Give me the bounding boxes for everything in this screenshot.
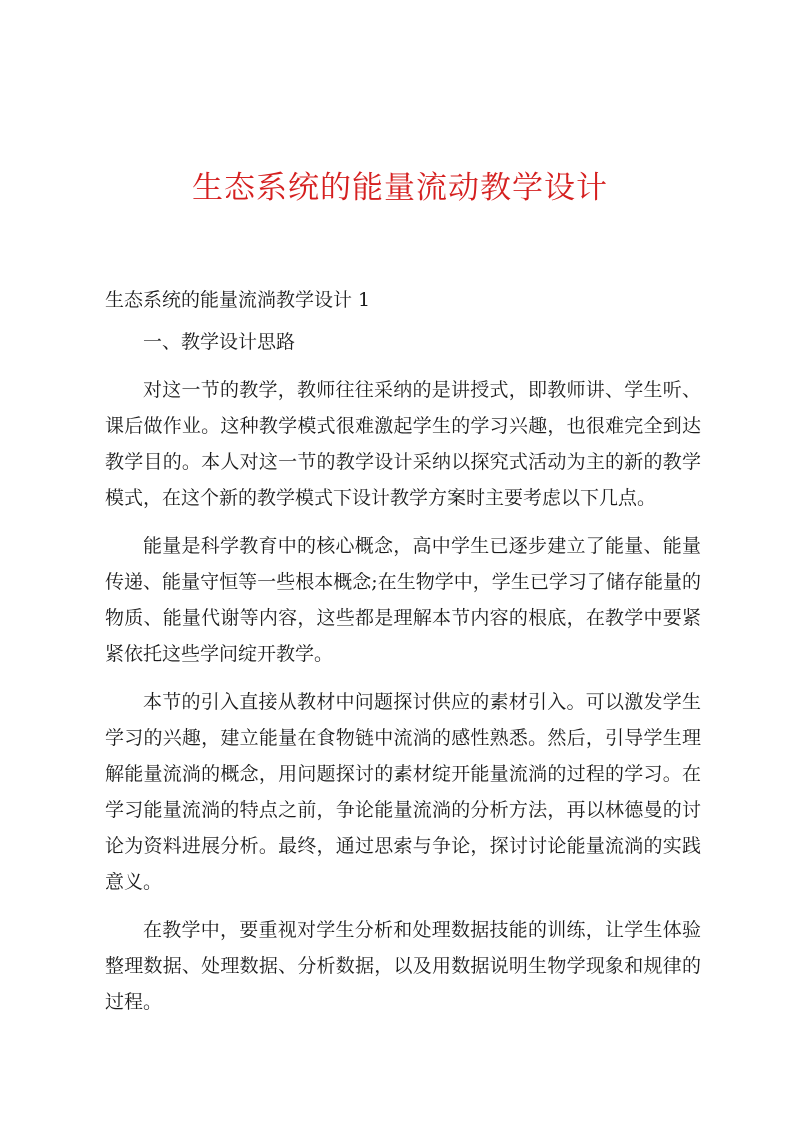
document-title: 生态系统的能量流动教学设计 [192, 170, 608, 206]
paragraph-1: 对这一节的教学，教师往往采纳的是讲授式，即教师讲、学生听、课后做作业。这种教学模式很难激起学生的学习兴趣，也很难完全到达教学目的。本人对这一节的教学设计采纳以探究式活动为主的新的教学模式，在这个新的教学模式下设计教学方案时主要考虑以下几点。 [105, 379, 701, 509]
document-subtitle: 生态系统的能量流淌教学设计 1 [105, 289, 371, 311]
paragraph-4: 在教学中，要重视对学生分析和处理数据技能的训练，让学生体验整理数据、处理数据、分析数据，以及用数据说明生物学现象和规律的过程。 [105, 919, 701, 1013]
paragraph-3: 本节的引入直接从教材中问题探讨供应的素材引入。可以激发学生学习的兴趣，建立能量在食物链中流淌的感性熟悉。然后，引导学生理解能量流淌的概念，用问题探讨的素材绽开能量流淌的过程的学习。在学习能量流淌的特点之前，争论能量流淌的分析方法，再以林德曼的讨论为资料进展分析。最终，通过思索与争论，探讨讨论能量流淌的实践意义。 [105, 691, 701, 893]
document-body [105, 282, 701, 1020]
paragraph-2: 能量是科学教育中的核心概念，高中学生已逐步建立了能量、能量传递、能量守恒等一些根本概念;在生物学中，学生已学习了储存能量的物质、能量代谢等内容，这些都是理解本节内容的根底，在教学中要紧紧依托这些学问绽开教学。 [105, 535, 701, 665]
section-heading: 一、教学设计思路 [143, 331, 296, 353]
